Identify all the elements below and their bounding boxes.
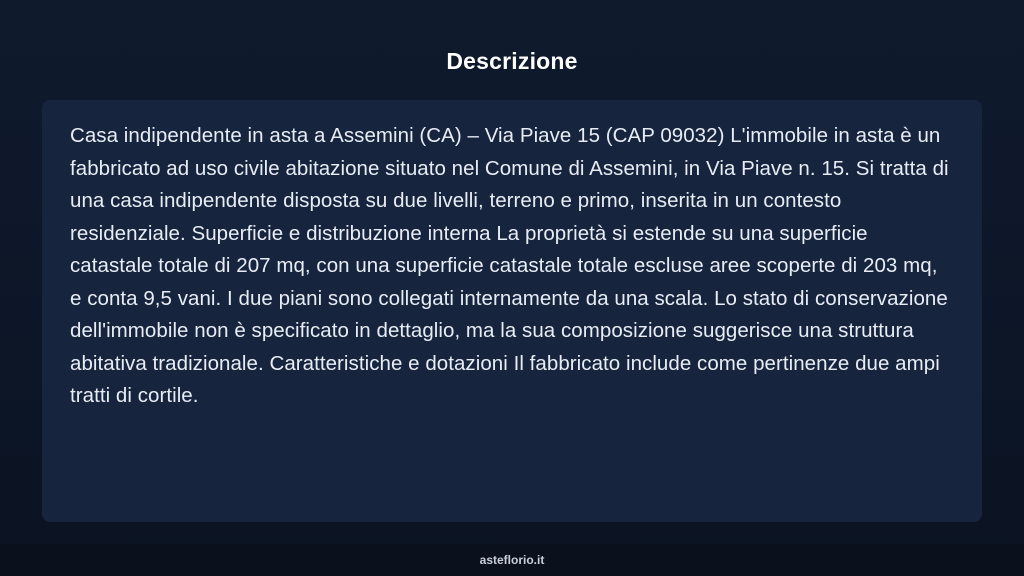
description-card	[42, 100, 982, 522]
footer-bar	[0, 544, 1024, 576]
page-title: Descrizione	[446, 48, 578, 74]
footer-site-label: asteflorio.it	[479, 553, 545, 567]
description-text: Casa indipendente in asta a Assemini (CA) – Via Piave 15 (CAP 09032) L'immobile in asta è un fabbricato ad uso civile abitazione situato nel Comune di Assemini, in Via Piave n. 15. Si tratta di una casa indipendente disposta su due livelli, terreno e primo, inserita in un contesto residenziale. Superficie e distribuzione interna La proprietà si estende su una superficie catastale totale di 207 mq, con una superficie catastale totale escluse aree scoperte di 203 mq, e conta 9,5 vani. I due piani sono collegati internamente da una scala. Lo stato di conservazione dell'immobile non è specificato in dettaglio, ma la sua composizione suggerisce una struttura abitativa tradizionale. Caratteristiche e dotazioni Il fabbricato include come pertinenze due ampi tratti di cortile.	[70, 124, 949, 407]
